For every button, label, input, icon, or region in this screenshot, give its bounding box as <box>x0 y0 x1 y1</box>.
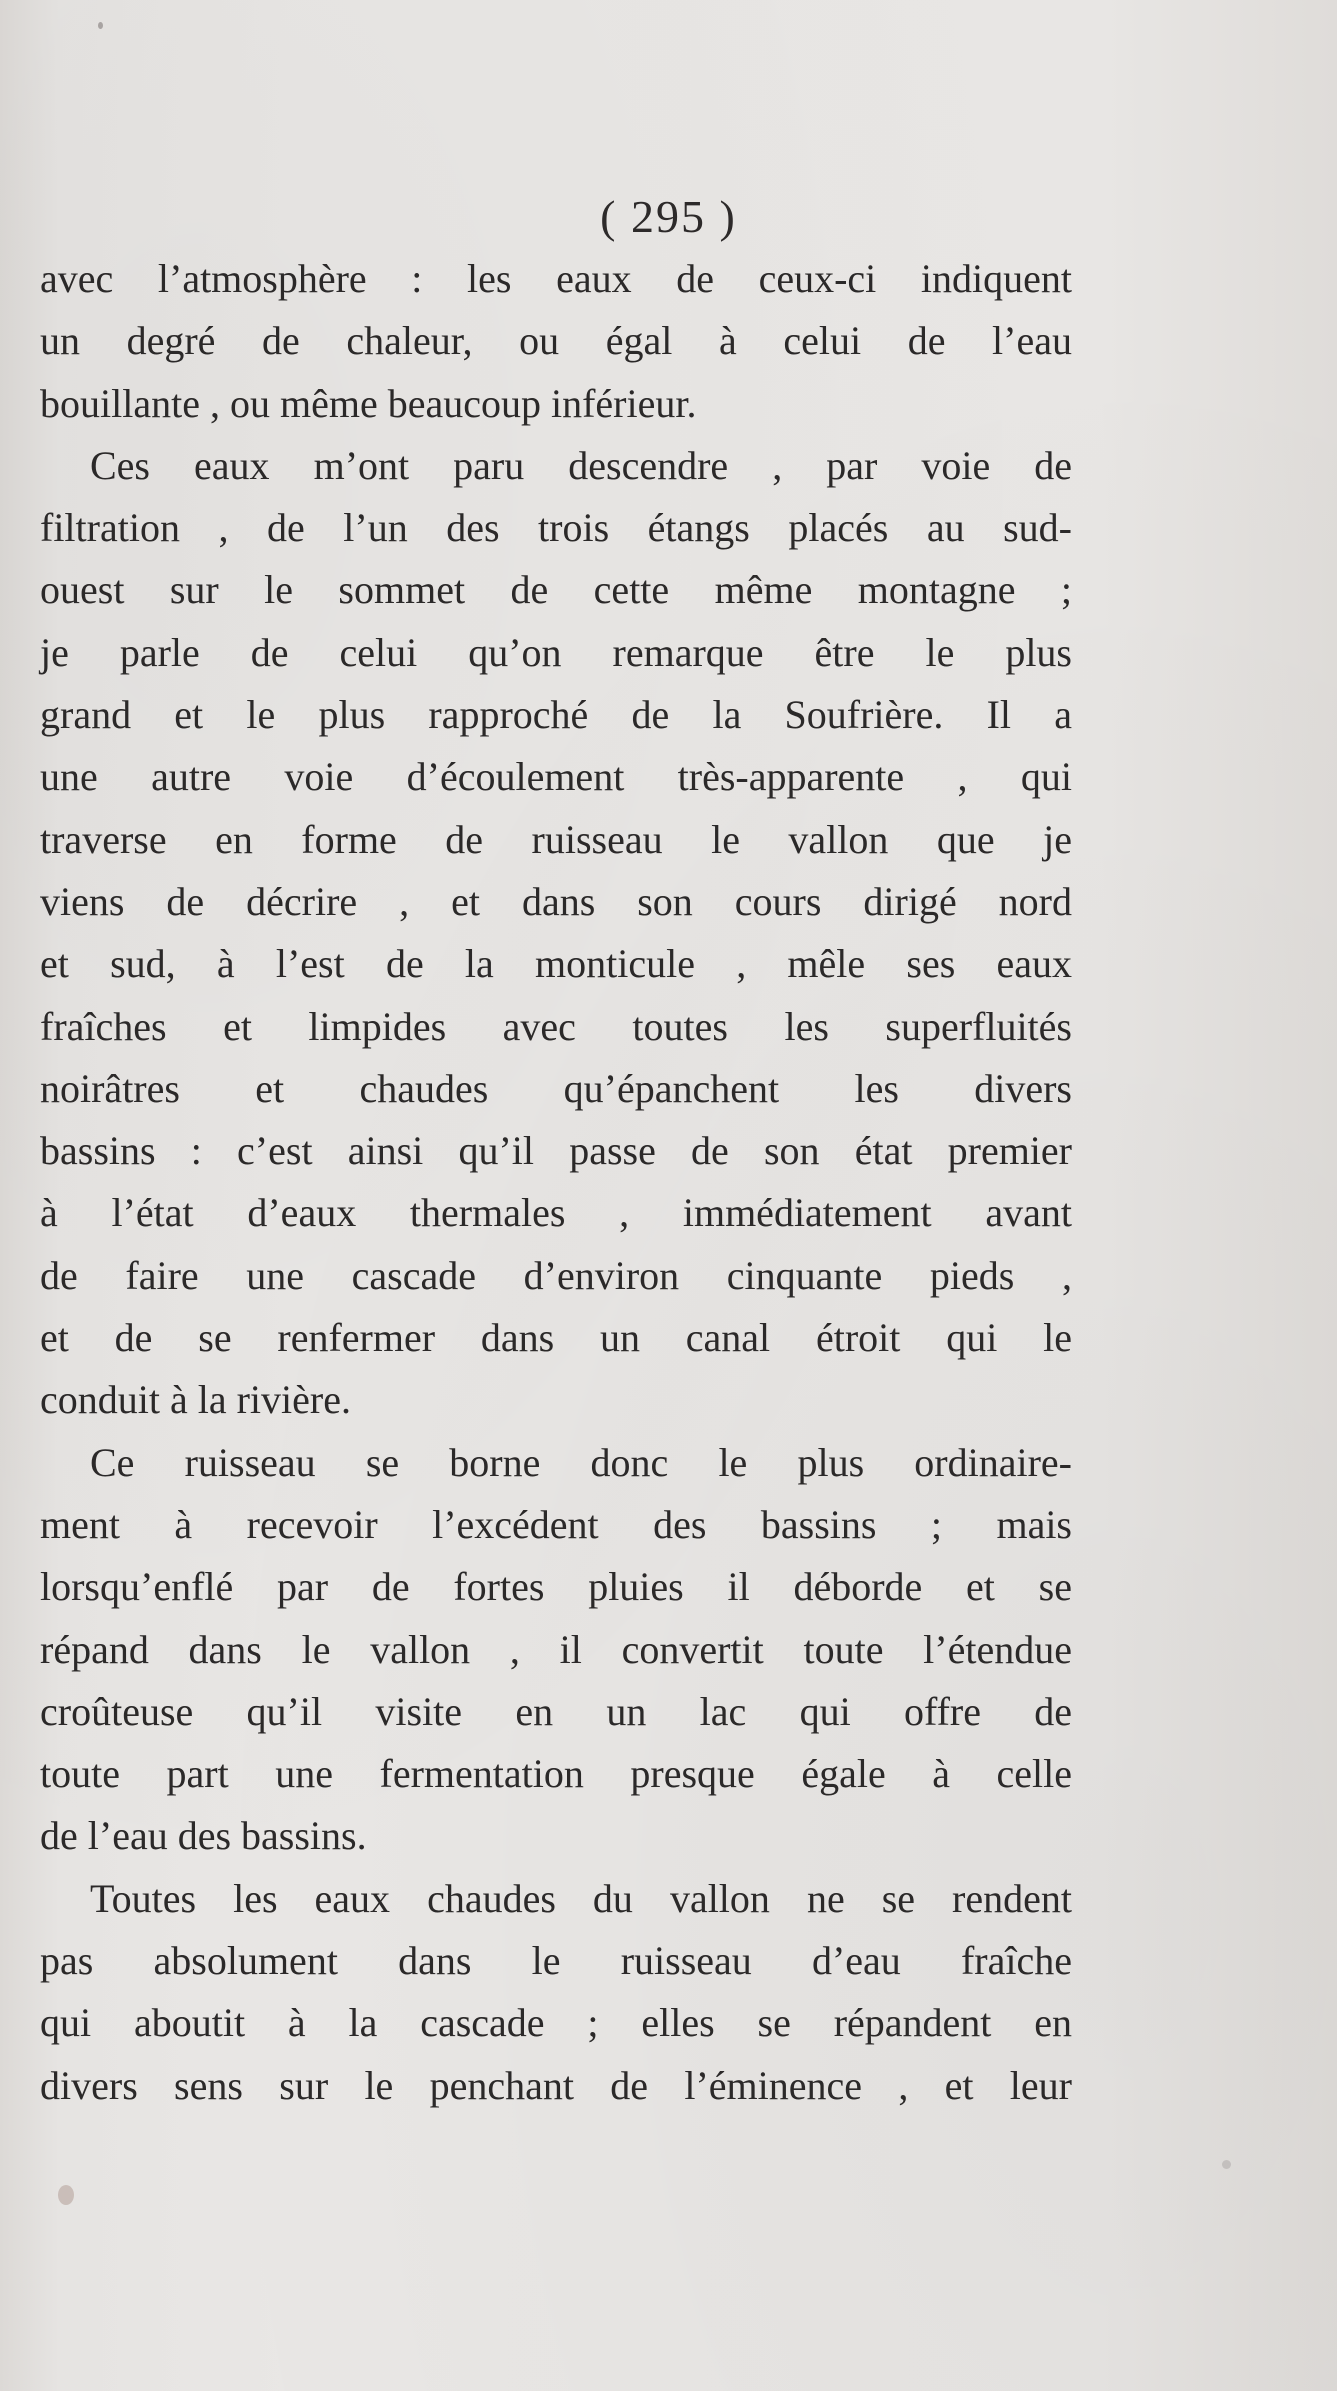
text-line: lorsqu’enflé par de fortes pluies il déborde et se <box>40 1564 1072 1610</box>
text-line: à l’état d’eaux thermales , immédiatement avant <box>40 1190 1072 1236</box>
text-line: grand et le plus rapproché de la Soufrière. Il a <box>40 692 1072 738</box>
paper-stain <box>98 22 103 29</box>
paper-stain <box>58 2185 74 2205</box>
text-line: et de se renfermer dans un canal étroit qui le <box>40 1315 1072 1361</box>
page-number: ( 295 ) <box>600 191 737 242</box>
text-line: Toutes les eaux chaudes du vallon ne se rendent <box>90 1875 1072 1921</box>
text-line: traverse en forme de ruisseau le vallon que je <box>40 816 1072 862</box>
text-line: Ces eaux m’ont paru descendre , par voie de <box>90 442 1072 488</box>
text-line: bassins : c’est ainsi qu’il passe de son état premier <box>40 1128 1072 1174</box>
text-line: bouillante , ou même beaucoup inférieur. <box>40 380 697 426</box>
body-text <box>40 248 1072 2117</box>
text-line: de faire une cascade d’environ cinquante pieds , <box>40 1252 1072 1298</box>
text-line: croûteuse qu’il visite en un lac qui offre de <box>40 1688 1072 1734</box>
text-line: toute part une fermentation presque égale à celle <box>40 1751 1072 1797</box>
paper-stain <box>1222 2160 1231 2169</box>
text-line: fraîches et limpides avec toutes les superfluités <box>40 1003 1072 1049</box>
text-line: et sud, à l’est de la monticule , mêle ses eaux <box>40 941 1072 987</box>
text-line: ment à recevoir l’excédent des bassins ; mais <box>40 1501 1072 1547</box>
text-line: un degré de chaleur, ou égal à celui de l’eau <box>40 318 1072 364</box>
text-line: de l’eau des bassins. <box>40 1813 367 1859</box>
text-line: noirâtres et chaudes qu’épanchent les divers <box>40 1065 1072 1111</box>
text-line: ouest sur le sommet de cette même montagne ; <box>40 567 1072 613</box>
text-line: pas absolument dans le ruisseau d’eau fraîche <box>40 1938 1072 1984</box>
text-line: Ce ruisseau se borne donc le plus ordinaire- <box>90 1439 1072 1485</box>
text-line: viens de décrire , et dans son cours dirigé nord <box>40 878 1072 924</box>
text-line: je parle de celui qu’on remarque être le plus <box>40 629 1072 675</box>
text-line: filtration , de l’un des trois étangs placés au sud- <box>40 505 1072 551</box>
text-line: une autre voie d’écoulement très-apparente , qui <box>40 754 1072 800</box>
text-line: avec l’atmosphère : les eaux de ceux-ci indiquent <box>40 256 1072 301</box>
text-line: répand dans le vallon , il convertit toute l’étendue <box>40 1626 1072 1672</box>
text-line: qui aboutit à la cascade ; elles se répandent en <box>40 2000 1072 2046</box>
text-line: conduit à la rivière. <box>40 1377 351 1423</box>
text-line: divers sens sur le penchant de l’éminence , et leur <box>40 2062 1072 2108</box>
